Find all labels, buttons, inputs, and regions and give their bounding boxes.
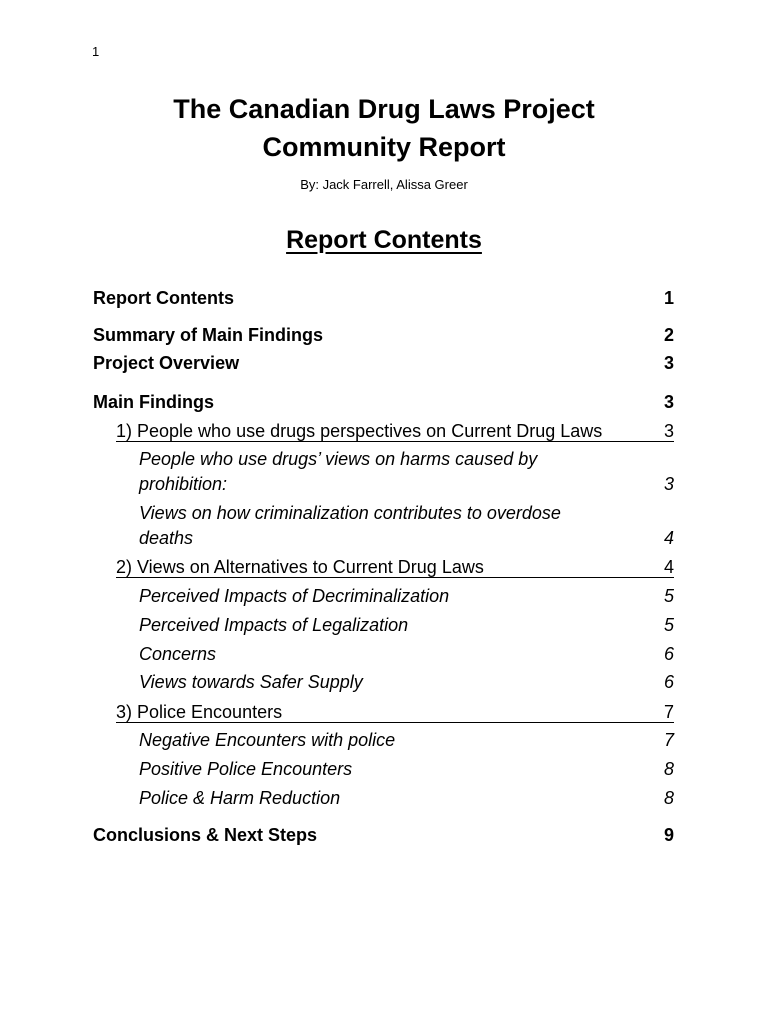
toc-entry-page: 8 <box>663 788 674 808</box>
toc-entry-page: 2 <box>663 325 674 345</box>
report-title-line-2: Community Report <box>262 132 506 162</box>
toc-entry-page: 4 <box>663 528 674 548</box>
toc-entry-label: Views on how criminalization contributes to overdose <box>139 503 561 523</box>
page-number: 1 <box>92 44 100 59</box>
toc-entry-label: 3) Police Encounters <box>116 702 283 722</box>
toc-entry-page: 6 <box>663 672 674 692</box>
toc-entry-label: Project Overview <box>93 353 240 373</box>
toc-entry-underline <box>116 577 674 578</box>
toc-entry-underline <box>116 722 674 723</box>
toc-entry-page: 8 <box>663 759 674 779</box>
toc-entry-page: 9 <box>663 825 674 845</box>
toc-entry-page: 5 <box>663 615 674 635</box>
toc-entry-page: 4 <box>663 557 674 577</box>
toc-entry-page: 7 <box>663 702 674 722</box>
toc-entry-label: Main Findings <box>93 392 214 412</box>
toc-entry-label: Perceived Impacts of Decriminalization <box>139 586 450 606</box>
toc-entry-label: 1) People who use drugs perspectives on Current Drug Laws <box>116 421 603 441</box>
toc-entry-label: People who use drugs’ views on harms caused by <box>139 449 538 469</box>
toc-entry-label: Perceived Impacts of Legalization <box>139 615 409 635</box>
toc-heading: Report Contents <box>286 226 482 254</box>
toc-entry-label: Positive Police Encounters <box>139 759 353 779</box>
toc-entry-label: Report Contents <box>93 288 234 308</box>
toc-entry-page: 1 <box>663 288 674 308</box>
toc-entry-page: 3 <box>663 474 674 494</box>
toc-entry-label: Views towards Safer Supply <box>139 672 363 692</box>
toc-entry-label: 2) Views on Alternatives to Current Drug Laws <box>116 557 484 577</box>
toc-entry-page: 6 <box>663 644 674 664</box>
toc-entry-label: Concerns <box>139 644 217 664</box>
toc-entry-label: Negative Encounters with police <box>139 730 396 750</box>
toc-entry-underline <box>116 441 674 442</box>
toc-entry-page: 3 <box>663 392 674 412</box>
toc-entry-page: 5 <box>663 586 674 606</box>
toc-entry-label: Conclusions & Next Steps <box>93 825 318 845</box>
toc-entry-label: prohibition: <box>139 474 228 494</box>
toc-entry-page: 7 <box>663 730 674 750</box>
authors: By: Jack Farrell, Alissa Greer <box>300 177 468 192</box>
toc-entry-label: Police & Harm Reduction <box>139 788 341 808</box>
toc-entry-label: Summary of Main Findings <box>93 325 324 345</box>
toc-entry-label: deaths <box>139 528 194 548</box>
report-title-line-1: The Canadian Drug Laws Project <box>173 94 595 124</box>
toc-entry-page: 3 <box>663 353 674 373</box>
toc-entry-page: 3 <box>663 421 674 441</box>
